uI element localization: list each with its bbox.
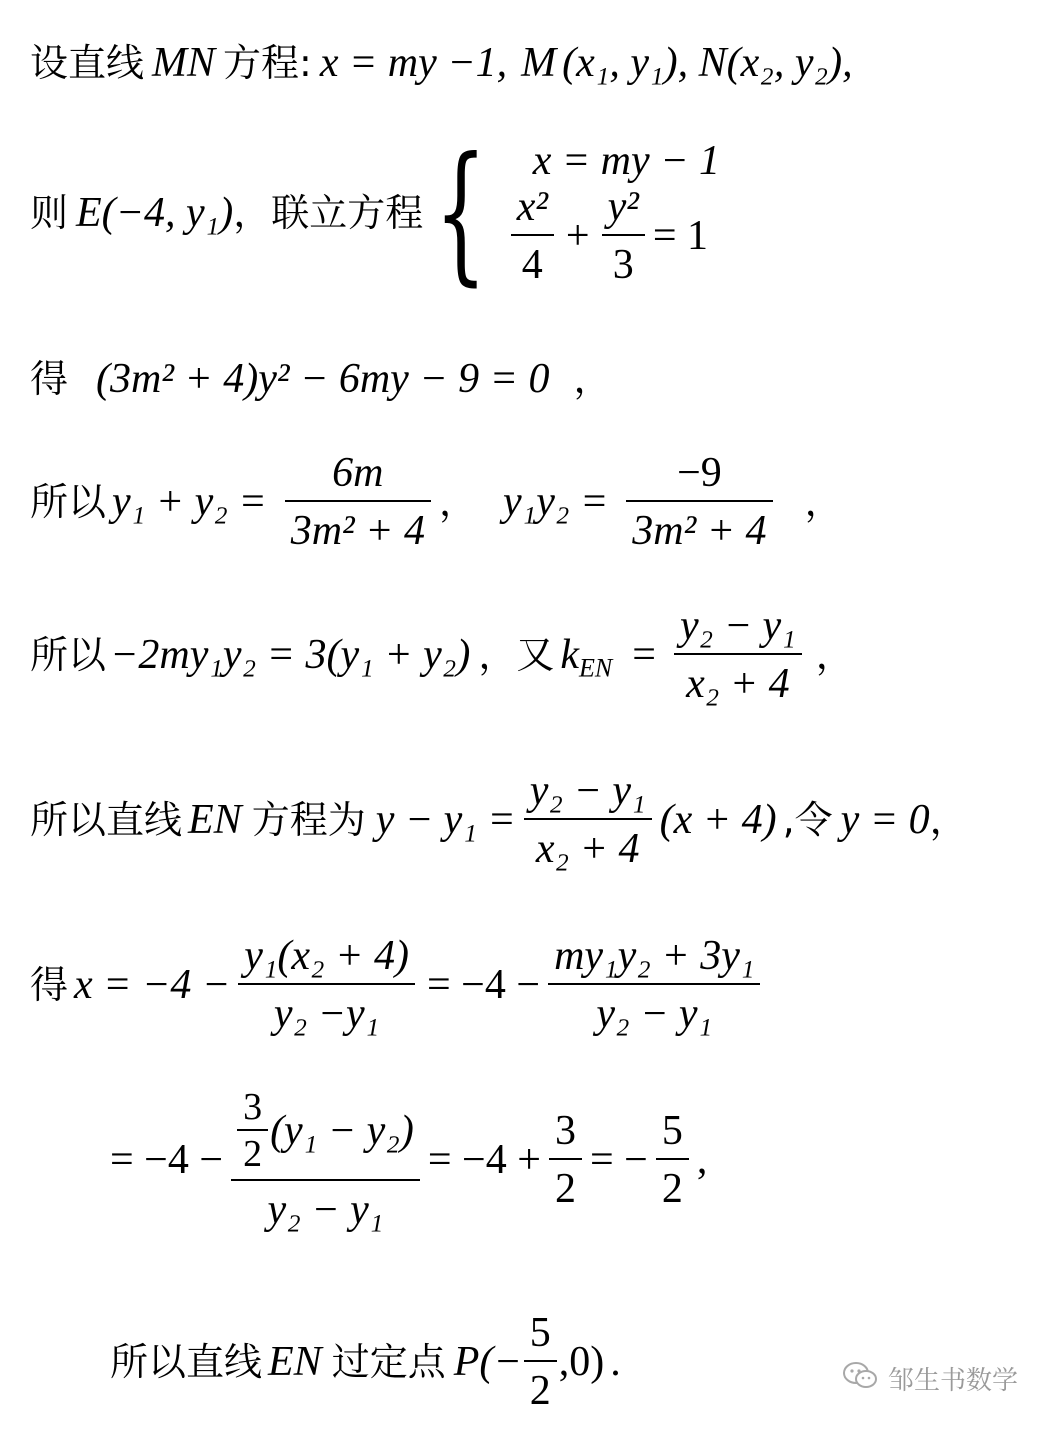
math: x = my −1, <box>319 40 508 86</box>
text: ，联立方程 <box>233 191 424 235</box>
fraction-bar <box>231 1179 420 1181</box>
line-4 <box>30 452 843 552</box>
denominator: 2 <box>529 1368 551 1414</box>
text: 所以直线 <box>110 1340 263 1384</box>
operator: + <box>565 213 590 259</box>
fraction <box>674 605 802 705</box>
denominator: y₂ −y₁ <box>273 991 380 1037</box>
fraction-bar <box>238 983 415 985</box>
fraction-bar <box>548 983 760 985</box>
math: EN <box>188 797 242 843</box>
math: (3m² + 4)y² − 6my − 9 = 0 <box>96 356 550 402</box>
fraction <box>285 452 431 552</box>
denominator: 3m² + 4 <box>632 508 767 554</box>
text: ， <box>573 357 612 401</box>
fraction-bar <box>285 500 431 502</box>
fraction-bar <box>524 1360 557 1362</box>
line-1 <box>30 42 853 84</box>
fraction-bar <box>602 234 645 236</box>
numerator: y₂ − y₁ <box>679 603 796 649</box>
system-row-2 <box>503 186 720 286</box>
math: = 1 <box>652 213 709 259</box>
operator: = <box>632 632 656 678</box>
text: ，又 <box>478 633 555 677</box>
equation-system <box>503 140 720 286</box>
system-row-1 <box>533 140 720 182</box>
numerator: y₁(x₂ + 4) <box>244 933 409 979</box>
denominator: 4 <box>521 242 543 288</box>
math: y₁y₂ = <box>502 479 609 525</box>
numerator: my₁y₂ + 3y₁ <box>554 933 755 979</box>
math: E(−4, y₁) <box>76 190 234 236</box>
math: x = my − 1 <box>532 138 720 184</box>
math: = − <box>589 1136 648 1183</box>
math: y − y₁ = <box>375 797 516 843</box>
line-6 <box>30 770 968 870</box>
math: ,0) <box>558 1339 605 1385</box>
denominator: x₂ + 4 <box>686 661 790 707</box>
denominator: y₂ − y₁ <box>267 1187 384 1233</box>
text: ,令 <box>782 798 833 842</box>
k-symbol: k <box>560 632 579 678</box>
denominator: 2 <box>554 1165 576 1212</box>
denominator: y₂ − y₁ <box>596 991 713 1037</box>
left-brace: { <box>434 126 488 300</box>
math: = −4 − <box>110 1136 224 1183</box>
math: . <box>610 1339 621 1385</box>
numerator: 3 <box>243 1086 263 1128</box>
math: = −4 + <box>427 1136 541 1183</box>
text: 所以直线 <box>30 798 183 842</box>
math: (x₁, y₁), N(x₂, y₂), <box>562 40 853 86</box>
line-8 <box>110 1088 707 1231</box>
text: 得 <box>30 963 69 1007</box>
fraction-bar <box>656 1158 689 1160</box>
fraction-bar <box>626 500 772 502</box>
text: 得 <box>30 357 69 401</box>
math: M <box>521 40 557 86</box>
numerator: 6m <box>332 450 384 496</box>
watermark <box>842 1360 1018 1397</box>
math: P(− <box>453 1339 522 1385</box>
fraction <box>511 186 554 286</box>
denominator: x₂ + 4 <box>535 826 640 872</box>
numerator: y₂ − y₁ <box>529 768 646 814</box>
text: 设直线 <box>30 41 145 85</box>
fraction <box>548 935 760 1035</box>
line-7 <box>30 935 768 1035</box>
fraction-bar <box>511 234 554 236</box>
math: EN <box>268 1339 322 1385</box>
fraction-bar <box>524 818 652 820</box>
fraction <box>626 452 772 552</box>
line-9 <box>110 1312 621 1412</box>
denominator: 3m² + 4 <box>290 508 425 554</box>
numerator: 5 <box>529 1310 551 1356</box>
fraction <box>231 1088 420 1231</box>
math: y₁ + y₂ = <box>112 479 267 525</box>
line-3 <box>30 358 612 400</box>
fraction <box>549 1107 582 1212</box>
denominator: 2 <box>661 1165 683 1212</box>
math: −2my₁y₂ = 3(y₁ + y₂) <box>110 632 471 678</box>
numerator <box>231 1088 420 1173</box>
fraction <box>656 1107 689 1212</box>
text: 则 <box>30 191 69 235</box>
watermark-text: 邹生书数学 <box>888 1366 1019 1396</box>
fraction-bar <box>549 1158 582 1160</box>
fraction-bar <box>674 653 802 655</box>
line-5 <box>30 605 854 705</box>
math: , <box>696 1136 708 1183</box>
fraction <box>524 1312 557 1412</box>
text: ， <box>804 480 843 524</box>
text: 所以 <box>30 633 107 677</box>
subscript: EN <box>579 653 613 683</box>
text: 方程: <box>223 41 312 85</box>
math: MN <box>152 40 216 86</box>
fraction-bar <box>237 1129 268 1131</box>
math <box>560 632 613 683</box>
numerator: 3 <box>554 1107 576 1154</box>
fraction <box>524 770 652 870</box>
math: x = −4 − <box>74 962 231 1008</box>
text: ， <box>815 633 854 677</box>
math: = −4 − <box>427 962 541 1008</box>
wechat-icon <box>842 1360 878 1397</box>
numerator: y² <box>607 184 639 230</box>
fraction <box>602 186 645 286</box>
numerator: −9 <box>677 450 722 496</box>
text: ， <box>929 798 968 842</box>
denominator: 2 <box>243 1133 263 1175</box>
line-2 <box>30 126 720 300</box>
inner-fraction <box>237 1088 268 1173</box>
fraction <box>238 935 415 1035</box>
text: 方程为 <box>251 798 366 842</box>
numerator: x² <box>516 184 548 230</box>
math: (x + 4) <box>659 797 777 843</box>
text: ， <box>438 480 477 524</box>
math: y = 0 <box>840 797 930 843</box>
text: 过定点 <box>331 1340 446 1384</box>
denominator: 3 <box>612 242 634 288</box>
numerator: 5 <box>661 1107 683 1154</box>
text: 所以 <box>30 480 107 524</box>
math: (y₁ − y₂) <box>270 1107 414 1154</box>
